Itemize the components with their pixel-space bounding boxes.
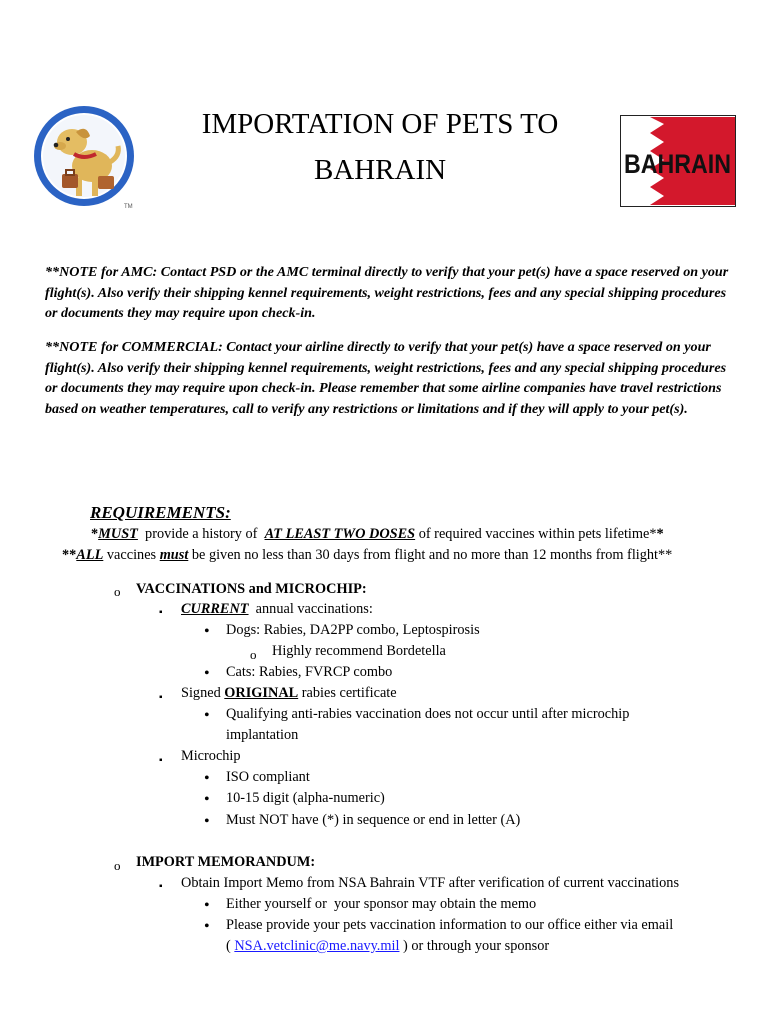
flag-logo-text: BAHRAIN bbox=[624, 149, 731, 179]
note-commercial: **NOTE for COMMERCIAL: Contact your airline directly to verify that your pet(s) have a space reserved on your flight(s). Also verify their shipping kennel requirements, weight restrictions, fees and any special shipping procedures or documents they may require upon check-in. Please remember that some airline companies have travel restrictions based on weather temperatures, call to verify any restrictions or limitations and if they will apply to your pet(s). bbox=[45, 339, 727, 418]
bullet-dot: • bbox=[204, 791, 210, 808]
obtain-memo: Obtain Import Memo from NSA Bahrain VTF after verification of current vaccinations bbox=[181, 875, 680, 891]
provide-info-line2: ( NSA.vetclinic@me.navy.mil ) or through your sponsor bbox=[226, 938, 550, 954]
email-link[interactable]: NSA.vetclinic@me.navy.mil bbox=[234, 938, 400, 954]
bullet-circle: o bbox=[114, 858, 121, 873]
bullet-dot: • bbox=[204, 918, 210, 935]
requirement-line-1: *MUST provide a history of AT LEAST TWO DOSES of required vaccines within pets lifetime** bbox=[91, 526, 664, 542]
bullet-dot: • bbox=[204, 623, 210, 640]
must-not-note: Must NOT have (*) in sequence or end in letter (A) bbox=[226, 812, 521, 828]
provide-info-line1: Please provide your pets vaccination information to our office either via email bbox=[226, 917, 674, 933]
page-title-line2: BAHRAIN bbox=[313, 154, 447, 186]
bullet-square: ▪ bbox=[159, 692, 163, 703]
qualifying-note-line1: Qualifying anti-rabies vaccination does not occur until after microchip bbox=[226, 706, 630, 722]
bullet-dot: • bbox=[204, 813, 210, 830]
qualifying-note-line2: implantation bbox=[226, 727, 299, 743]
digit-count: 10-15 digit (alpha-numeric) bbox=[226, 790, 385, 806]
bullet-square: ▪ bbox=[159, 607, 163, 618]
dog-logo bbox=[32, 104, 136, 212]
import-memo-heading: IMPORT MEMORANDUM: bbox=[136, 854, 316, 870]
dogs-vaccines: Dogs: Rabies, DA2PP combo, Leptospirosis bbox=[226, 622, 480, 638]
requirements-heading: REQUIREMENTS: bbox=[90, 503, 231, 522]
bahrain-flag-logo bbox=[620, 115, 736, 207]
bordetella-note: Highly recommend Bordetella bbox=[272, 643, 446, 659]
current-vaccinations: CURRENT annual vaccinations: bbox=[181, 601, 373, 617]
requirement-line-2: **ALL vaccines must be given no less than 30 days from flight and no more than 12 months from flight** bbox=[62, 547, 673, 563]
microchip-item: Microchip bbox=[181, 748, 241, 764]
iso-compliant: ISO compliant bbox=[226, 769, 310, 785]
vaccinations-heading: VACCINATIONS and MICROCHIP: bbox=[136, 581, 367, 597]
signed-original-certificate: Signed ORIGINAL rabies certificate bbox=[181, 685, 397, 701]
bullet-dot: • bbox=[204, 707, 210, 724]
bullet-dot: • bbox=[204, 770, 210, 787]
bullet-dot: • bbox=[204, 665, 210, 682]
note-amc: **NOTE for AMC: Contact PSD or the AMC terminal directly to verify that your pet(s) have a space reserved on your flight(s). Also verify their shipping kennel requirements, weight restrictions, fees and any special shipping procedures or documents they may require upon check-in. bbox=[45, 264, 729, 322]
page-title-line1: IMPORTATION OF PETS TO bbox=[201, 108, 559, 140]
bullet-dot: • bbox=[204, 897, 210, 914]
bullet-circle: o bbox=[250, 647, 257, 662]
bullet-square: ▪ bbox=[159, 881, 163, 892]
either-sponsor: Either yourself or your sponsor may obtain the memo bbox=[226, 896, 537, 912]
cats-vaccines: Cats: Rabies, FVRCP combo bbox=[226, 664, 393, 680]
svg-text:TM: TM bbox=[124, 204, 133, 210]
bullet-square: ▪ bbox=[159, 755, 163, 766]
bullet-circle: o bbox=[114, 584, 121, 599]
